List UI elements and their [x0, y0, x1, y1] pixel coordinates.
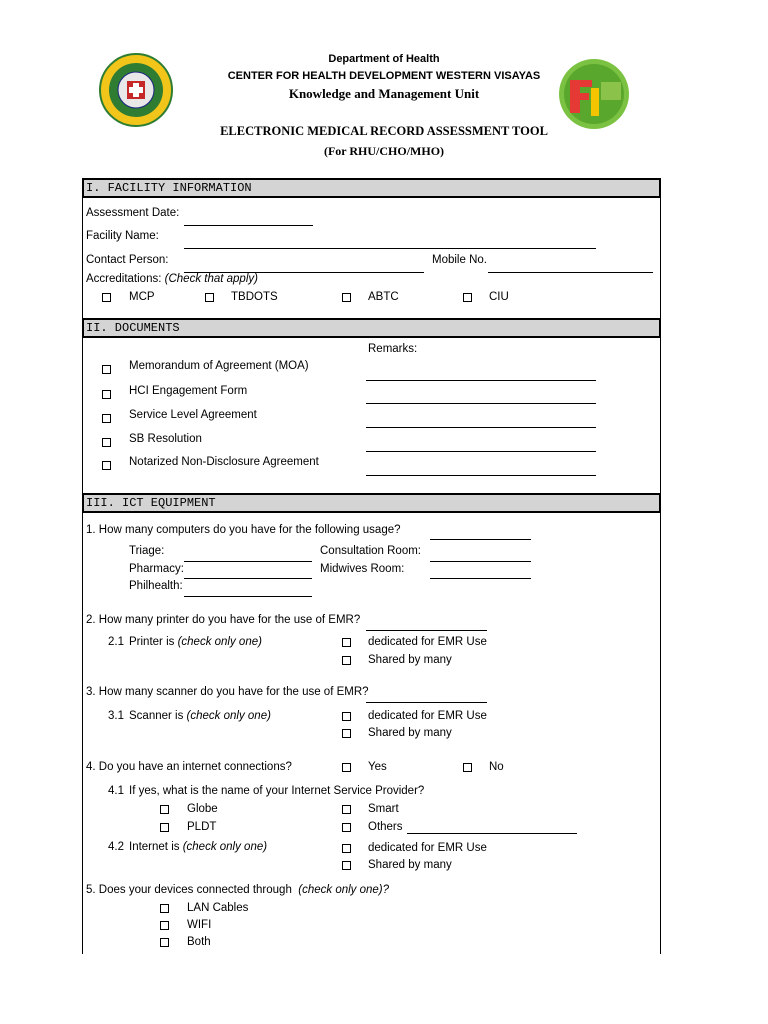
scanner-shared-label: Shared by many [368, 727, 452, 739]
q4-2-number: 4.2 [108, 841, 124, 853]
printer-dedicated-label: dedicated for EMR Use [368, 636, 487, 648]
remarks-label: Remarks: [368, 343, 418, 355]
q3-scanner-question: 3. How many scanner do you have for the use of EMR? [86, 686, 369, 698]
contact-person-label: Contact Person: [86, 254, 169, 266]
q4-1-isp-question: If yes, what is the name of your Internet Service Provider? [129, 785, 425, 797]
q4-internet-question: 4. Do you have an internet connections? [86, 761, 292, 773]
internet-yes-checkbox[interactable] [342, 763, 351, 772]
q1-total-field[interactable] [430, 539, 531, 540]
q4-1-number: 4.1 [108, 785, 124, 797]
section-documents-heading: II. DOCUMENTS [82, 318, 661, 338]
isp-pldt-label: PLDT [187, 821, 217, 833]
q4-2-label: Internet is (check only one) [129, 841, 268, 853]
mcp-checkbox[interactable] [102, 293, 111, 302]
tbdots-checkbox[interactable] [205, 293, 214, 302]
sb-resolution-remarks-field[interactable] [366, 451, 596, 452]
q2-1-number: 2.1 [108, 636, 124, 648]
pharmacy-label: Pharmacy: [129, 563, 184, 575]
isp-others-label: Others [368, 821, 403, 833]
document-title: ELECTRONIC MEDICAL RECORD ASSESSMENT TOOL [220, 124, 548, 138]
isp-smart-checkbox[interactable] [342, 805, 351, 814]
moa-remarks-field[interactable] [366, 380, 596, 381]
moa-label: Memorandum of Agreement (MOA) [129, 360, 309, 372]
isp-globe-checkbox[interactable] [160, 805, 169, 814]
section-facility-information-heading: I. FACILITY INFORMATION [82, 178, 661, 198]
triage-field[interactable] [184, 561, 312, 562]
sla-remarks-field[interactable] [366, 427, 596, 428]
lan-cables-checkbox[interactable] [160, 904, 169, 913]
section-ict-equipment-heading: III. ICT EQUIPMENT [82, 493, 661, 513]
midwives-room-field[interactable] [430, 578, 531, 579]
sla-label: Service Level Agreement [129, 409, 257, 421]
internet-yes-label: Yes [368, 761, 387, 773]
midwives-room-label: Midwives Room: [320, 563, 405, 575]
isp-others-field[interactable] [407, 833, 577, 834]
philhealth-label: Philhealth: [129, 580, 183, 592]
center-name: CENTER FOR HEALTH DEVELOPMENT WESTERN VISAYAS [227, 70, 541, 82]
assessment-date-field[interactable] [184, 225, 313, 226]
lan-cables-label: LAN Cables [187, 902, 249, 914]
sla-checkbox[interactable] [102, 414, 111, 423]
wifi-label: WIFI [187, 919, 212, 931]
q1-computers-question: 1. How many computers do you have for the following usage? [86, 524, 401, 536]
nda-remarks-field[interactable] [366, 475, 596, 476]
isp-globe-label: Globe [187, 803, 218, 815]
internet-dedicated-label: dedicated for EMR Use [368, 842, 487, 854]
unit-name: Knowledge and Management Unit [288, 86, 480, 101]
hci-engagement-remarks-field[interactable] [366, 403, 596, 404]
sb-resolution-label: SB Resolution [129, 433, 202, 445]
q3-1-number: 3.1 [108, 710, 124, 722]
internet-no-checkbox[interactable] [463, 763, 472, 772]
facility-name-field[interactable] [184, 248, 596, 249]
hci-engagement-checkbox[interactable] [102, 390, 111, 399]
scanner-dedicated-label: dedicated for EMR Use [368, 710, 487, 722]
department-name: Department of Health [328, 53, 440, 65]
accreditations-label: Accreditations: (Check that apply) [86, 273, 258, 285]
facility-name-label: Facility Name: [86, 230, 159, 242]
sb-resolution-checkbox[interactable] [102, 438, 111, 447]
mcp-label: MCP [129, 291, 155, 303]
q2-printer-question: 2. How many printer do you have for the use of EMR? [86, 614, 361, 626]
abtc-label: ABTC [368, 291, 399, 303]
q3-scanner-count-field[interactable] [366, 702, 487, 703]
scanner-dedicated-checkbox[interactable] [342, 712, 351, 721]
printer-dedicated-checkbox[interactable] [342, 638, 351, 647]
consultation-room-field[interactable] [430, 561, 531, 562]
isp-pldt-checkbox[interactable] [160, 823, 169, 832]
internet-no-label: No [489, 761, 504, 773]
consultation-room-label: Consultation Room: [320, 545, 421, 557]
moa-checkbox[interactable] [102, 365, 111, 374]
scanner-shared-checkbox[interactable] [342, 729, 351, 738]
internet-shared-label: Shared by many [368, 859, 452, 871]
q2-1-label: Printer is (check only one) [129, 636, 262, 648]
internet-dedicated-checkbox[interactable] [342, 844, 351, 853]
philhealth-field[interactable] [184, 596, 312, 597]
wifi-checkbox[interactable] [160, 921, 169, 930]
triage-label: Triage: [129, 545, 165, 557]
isp-smart-label: Smart [368, 803, 399, 815]
nda-label: Notarized Non-Disclosure Agreement [129, 456, 319, 468]
hci-engagement-label: HCI Engagement Form [129, 385, 248, 397]
abtc-checkbox[interactable] [342, 293, 351, 302]
pharmacy-field[interactable] [184, 578, 312, 579]
q5-connection-question: 5. Does your devices connected through (check only one)? [86, 884, 390, 896]
ciu-label: CIU [489, 291, 509, 303]
nda-checkbox[interactable] [102, 461, 111, 470]
isp-others-checkbox[interactable] [342, 823, 351, 832]
both-checkbox[interactable] [160, 938, 169, 947]
mobile-no-field[interactable] [488, 272, 653, 273]
tbdots-label: TBDOTS [231, 291, 278, 303]
ciu-checkbox[interactable] [463, 293, 472, 302]
q2-printer-count-field[interactable] [366, 630, 487, 631]
mobile-no-label: Mobile No. [432, 254, 487, 266]
assessment-date-label: Assessment Date: [86, 207, 180, 219]
q3-1-label: Scanner is (check only one) [129, 710, 271, 722]
printer-shared-label: Shared by many [368, 654, 452, 666]
internet-shared-checkbox[interactable] [342, 861, 351, 870]
printer-shared-checkbox[interactable] [342, 656, 351, 665]
both-label: Both [187, 936, 211, 948]
document-subtitle: (For RHU/CHO/MHO) [323, 144, 445, 158]
